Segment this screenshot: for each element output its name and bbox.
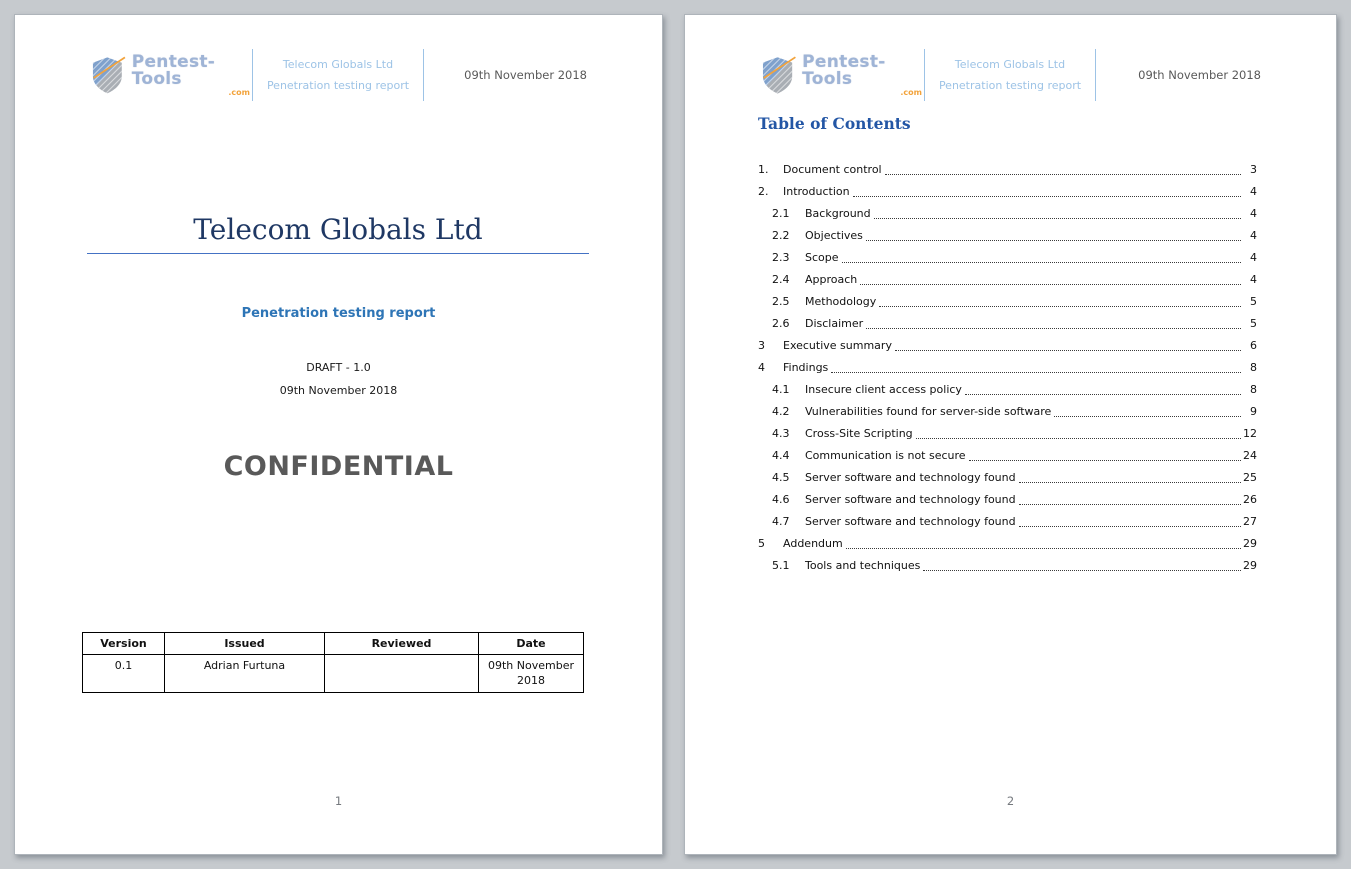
toc-leader-dots: [1019, 526, 1241, 527]
toc-entry-number: 4.1: [772, 383, 790, 396]
col-header-reviewed: Reviewed: [325, 633, 479, 655]
toc-entry-page: 8: [1250, 361, 1257, 374]
toc-entry-page: 4: [1250, 251, 1257, 264]
toc-leader-dots: [895, 350, 1241, 351]
toc-entry-label: Server software and technology found: [805, 515, 1016, 528]
toc-leader-dots: [885, 174, 1241, 175]
toc-entry-number: 3: [758, 339, 765, 352]
toc-leader-dots: [866, 328, 1241, 329]
toc-entry[interactable]: [758, 377, 1257, 399]
page-header: [759, 49, 1261, 101]
toc-entry[interactable]: [758, 245, 1257, 267]
toc-entry-number: 4.5: [772, 471, 790, 484]
toc-entry-number: 4.6: [772, 493, 790, 506]
cover-title: Telecom Globals Ltd: [87, 213, 589, 254]
shield-icon: [759, 52, 796, 98]
toc-entry-page: 24: [1243, 449, 1257, 462]
page-number: 1: [334, 794, 343, 808]
toc-leader-dots: [1054, 416, 1241, 417]
toc-entry[interactable]: [758, 443, 1257, 465]
logo-tld-text: .com: [900, 87, 922, 97]
toc-entry-number: 2.3: [772, 251, 790, 264]
toc-entry-number: 2.: [758, 185, 769, 198]
logo-text: [802, 51, 924, 97]
header-logo-area: [759, 52, 924, 98]
toc-entry-number: 2.5: [772, 295, 790, 308]
toc-entry-label: Background: [805, 207, 871, 220]
cover-date-line: 09th November 2018: [279, 384, 398, 397]
toc-entry-page: 25: [1243, 471, 1257, 484]
header-company: Telecom Globals Ltd: [954, 58, 1066, 71]
toc-leader-dots: [965, 394, 1241, 395]
toc-entry-label: Findings: [783, 361, 829, 374]
toc-entry-page: 26: [1243, 493, 1257, 506]
toc-leader-dots: [923, 570, 1241, 571]
cell-issued: Adrian Furtuna: [165, 655, 325, 693]
toc-leader-dots: [831, 372, 1241, 373]
header-date: 09th November 2018: [464, 68, 587, 82]
toc-entry[interactable]: [758, 355, 1257, 377]
toc-title: Table of Contents: [758, 114, 911, 133]
toc-entry[interactable]: [758, 223, 1257, 245]
toc-entry-label: Tools and techniques: [805, 559, 921, 572]
cell-version: 0.1: [83, 655, 165, 693]
toc-entry-number: 2.4: [772, 273, 790, 286]
toc-entry-page: 4: [1250, 229, 1257, 242]
toc-entry-number: 1.: [758, 163, 769, 176]
toc-list: [758, 157, 1257, 575]
header-report-title: Penetration testing report: [938, 79, 1082, 92]
version-table: [82, 632, 584, 693]
cover-subtitle: Penetration testing report: [241, 306, 436, 321]
toc-entry[interactable]: [758, 509, 1257, 531]
toc-entry[interactable]: [758, 531, 1257, 553]
col-header-issued: Issued: [165, 633, 325, 655]
toc-entry[interactable]: [758, 267, 1257, 289]
toc-entry-label: Insecure client access policy: [805, 383, 962, 396]
toc-entry-page: 8: [1250, 383, 1257, 396]
toc-leader-dots: [860, 284, 1241, 285]
toc-entry-label: Cross-Site Scripting: [805, 427, 913, 440]
toc-entry-number: 4.3: [772, 427, 790, 440]
toc-entry-label: Vulnerabilities found for server-side software: [805, 405, 1052, 418]
toc-entry-page: 9: [1250, 405, 1257, 418]
toc-leader-dots: [874, 218, 1241, 219]
toc-entry-page: 29: [1243, 537, 1257, 550]
header-company: Telecom Globals Ltd: [282, 58, 394, 71]
toc-entry-page: 5: [1250, 317, 1257, 330]
toc-entry[interactable]: [758, 179, 1257, 201]
toc-entry-label: Approach: [805, 273, 858, 286]
toc-entry-label: Methodology: [805, 295, 877, 308]
toc-leader-dots: [853, 196, 1241, 197]
toc-entry-page: 5: [1250, 295, 1257, 308]
toc-entry-label: Introduction: [783, 185, 850, 198]
toc-entry-label: Server software and technology found: [805, 471, 1016, 484]
toc-leader-dots: [879, 306, 1241, 307]
toc-entry-label: Addendum: [783, 537, 843, 550]
cover-version-line: DRAFT - 1.0: [306, 361, 371, 374]
toc-leader-dots: [842, 262, 1241, 263]
confidential-label: CONFIDENTIAL: [223, 451, 454, 482]
pentest-tools-logo: [759, 52, 924, 98]
toc-entry-page: 29: [1243, 559, 1257, 572]
toc-entry[interactable]: [758, 333, 1257, 355]
toc-entry-page: 3: [1250, 163, 1257, 176]
version-table-row: [83, 655, 584, 693]
toc-leader-dots: [1019, 504, 1241, 505]
toc-entry-label: Disclaimer: [805, 317, 864, 330]
toc-entry[interactable]: [758, 487, 1257, 509]
toc-leader-dots: [846, 548, 1241, 549]
header-date: 09th November 2018: [1138, 68, 1261, 82]
toc-entry-label: Scope: [805, 251, 839, 264]
page-number: 2: [1006, 794, 1015, 808]
toc-entry-number: 2.1: [772, 207, 790, 220]
toc-entry[interactable]: [758, 553, 1257, 575]
col-header-version: Version: [83, 633, 165, 655]
shield-icon: [89, 52, 126, 98]
toc-entry[interactable]: [758, 157, 1257, 179]
toc-entry[interactable]: [758, 421, 1257, 443]
toc-entry-page: 4: [1250, 207, 1257, 220]
header-logo-area: [89, 52, 252, 98]
toc-entry-page: 4: [1250, 185, 1257, 198]
header-doc-info: [252, 49, 424, 101]
toc-entry[interactable]: [758, 289, 1257, 311]
toc-entry-number: 4.7: [772, 515, 790, 528]
logo-text: [131, 51, 252, 97]
toc-entry[interactable]: [758, 465, 1257, 487]
page-header: [89, 49, 587, 101]
toc-entry-label: Server software and technology found: [805, 493, 1016, 506]
toc-entry-page: 6: [1250, 339, 1257, 352]
toc-entry-label: Communication is not secure: [805, 449, 966, 462]
toc-leader-dots: [916, 438, 1241, 439]
cell-date: 09th November 2018: [479, 655, 584, 693]
toc-entry-label: Objectives: [805, 229, 863, 242]
logo-brand-text: Pentest-Tools: [802, 51, 886, 89]
header-doc-info: [924, 49, 1096, 101]
logo-brand-text: Pentest-Tools: [131, 51, 216, 89]
toc-leader-dots: [1019, 482, 1241, 483]
document-page-2: [684, 14, 1337, 855]
toc-entry[interactable]: [758, 311, 1257, 333]
toc-entry-number: 5.1: [772, 559, 790, 572]
toc-leader-dots: [866, 240, 1241, 241]
toc-entry[interactable]: [758, 399, 1257, 421]
toc-entry-page: 27: [1243, 515, 1257, 528]
logo-tld-text: .com: [228, 87, 250, 97]
pentest-tools-logo: [89, 52, 252, 98]
toc-entry-number: 4.2: [772, 405, 790, 418]
header-report-title: Penetration testing report: [266, 79, 410, 92]
cell-reviewed: [325, 655, 479, 693]
toc-entry-number: 2.2: [772, 229, 790, 242]
toc-entry-number: 4: [758, 361, 765, 374]
toc-entry-page: 4: [1250, 273, 1257, 286]
toc-entry-number: 5: [758, 537, 765, 550]
toc-entry[interactable]: [758, 201, 1257, 223]
toc-entry-page: 12: [1243, 427, 1257, 440]
toc-leader-dots: [969, 460, 1241, 461]
col-header-date: Date: [479, 633, 584, 655]
toc-entry-label: Document control: [783, 163, 882, 176]
document-page-1: [14, 14, 663, 855]
toc-entry-number: 4.4: [772, 449, 790, 462]
toc-entry-number: 2.6: [772, 317, 790, 330]
toc-entry-label: Executive summary: [783, 339, 892, 352]
version-table-header-row: [83, 633, 584, 655]
